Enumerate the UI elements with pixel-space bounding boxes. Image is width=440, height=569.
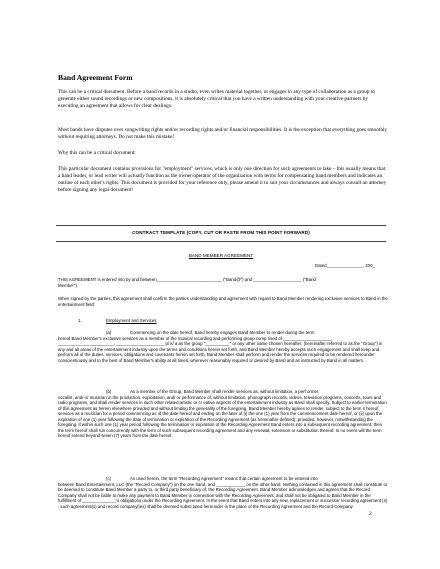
para-b-label: (b) <box>106 389 112 394</box>
page-number: 2 <box>369 511 372 517</box>
para-c-first-line: As used herein, the term "Recording Agreement" means that certain agreement to be entered into <box>130 476 318 481</box>
agreement-parties-line: THIS AGREEMENT is entered into by and between___________________________ ("Band@") and ____________________ ("Band <box>58 277 316 282</box>
recital-paragraph: When signed by the parties, this agreement shall confirm the parties understanding and agreement with regard to Band Member rendering exclusive services to Band in the entertainment field: <box>58 296 388 307</box>
divider-bottom <box>56 241 386 242</box>
para-c-body: between Band Entertainment, LLC (the "Record Company") on the one hand, and ____________ on the other hand. Nothing contained in this agreement shall constitute or be deemed to constitute Band Member a party to, or third party beneficiary of, the Recording Agreement. Band Member acknowledges and agrees that the Record Company shall not be liable to make any payment to Band Member in connection with the Recording Agreement, and shall not be obligated to Band Member in the fulfillment of ______________'s obligations under the Recording Agreement. In the event that Band enters into any new, replacement or successor recording agreement (s) , such agreement(s) and record company(ies) shall be deemed substi tuted hereunder in the place of the Recording Agreement and the Record Company. <box>58 481 388 509</box>
intro-paragraph: Most bands have disputes over songwriting rights and/or recording rights and/or financial responsibilities. It is the exception that everything goes smoothly without requiring attorneys. Do not make this mistake! <box>58 127 388 140</box>
dated-line: Dated_______________, 200_ <box>315 263 375 268</box>
intro-paragraph: This can be a critical document. Before a band records in a studio, even writes material together, or engages in any type of collaboration as a group to generate either sound recordings or new compositions, it is absolutely critical that you have a written understanding with your creative partners by executing an agreement that allows for clear dealings. <box>58 89 375 109</box>
agreement-parties-line-2: Member"). <box>58 283 79 288</box>
para-a-label: (a) <box>106 330 112 335</box>
section-number: 1. <box>78 318 82 323</box>
para-b-first-line: As a member of the Group, Band Member shall render services as, without limitation, a perf ormer, <box>130 389 320 394</box>
para-a-first-line: Commencing on the date hereof, Band hereby engages Band Member to render during the term <box>130 330 315 335</box>
para-c-label: (c) <box>106 476 112 481</box>
intro-paragraph: This particular document contains provisions for "employment" services, which is only one direction for such agreements to take – this usually means that a band leader, or lead writer will actually function as the owner/operator of the organization with terms for compensating band members and indicates an outline of each other's rights. This document is provided for your reference only, please amend it to suit your circumstances and always consult an attorney before signing any legal document! <box>58 166 387 193</box>
section-title: Employment and Services <box>106 318 157 323</box>
document-title: Band Agreement Form <box>58 73 133 82</box>
contract-template-header: CONTRACT TEMPLATE (COPY, CUT OR PASTE FROM THIS POINT FORWARD) <box>132 230 310 235</box>
para-b-body: vocalist, and/ or musician in the production, exploitation, and/ or performance of, without limitation, phonograph records, videos, television programs, concerts, tours and radio programs, and shall render services in such other related artistic or cr eative aspects of the entertainment industry as Band shall specify. Subject to earlier termination of this agreement as herein elsewhere provided and without limiting the generality of the foregoing, Band Member hereby agrees to render, subject to the term s hereof, services as a musician for a period commencing as of the date hereof and ending on the later of (i) the one (1) year from the commencement date hereof, or (ii) upon the expiration of one (1) year following the date of termination or expiration of the Recording Agreement (as hereinafter defined); provided, however, notwithstanding the foregoing, if within such one (1) year period following the termination or expiration of the Recording Agreement Band enters into a subsequent recording agreement, then the term hereof shall run concurrently with the term of such subsequent recording agreement and any renewal, extension or substitution thereof. In no event will the term hereof extend beyond seven (7) years from the date hereof. <box>58 394 387 438</box>
member-agreement-heading: BAND MEMBER AGREEMENT <box>188 253 254 258</box>
intro-paragraph: Why this can be a critical document: <box>58 150 136 156</box>
divider-top <box>56 225 386 226</box>
para-a-body: hereof Band Member's exclusive services as a member of the musical recording and performing group comp rised of ____________________, _______________________, ____________________ p/ k/ a as the group "__________" or any other name chosen hereafter, (hereinafter referred to as the "Group") in any and all areas of the entertainment industry upon the terms and conditions herein set forth, and Band Member hereby accepts such engagement and shall keep and perform all of the duties, services, obligations and covenants herein set forth. Band Member shall perform and render the services required to be rendered hereunder conscientiously and to the best of Band Member's ability at all times, wherever reasonably required or desired by Band and as instructed by Band in all matters. <box>58 335 383 363</box>
